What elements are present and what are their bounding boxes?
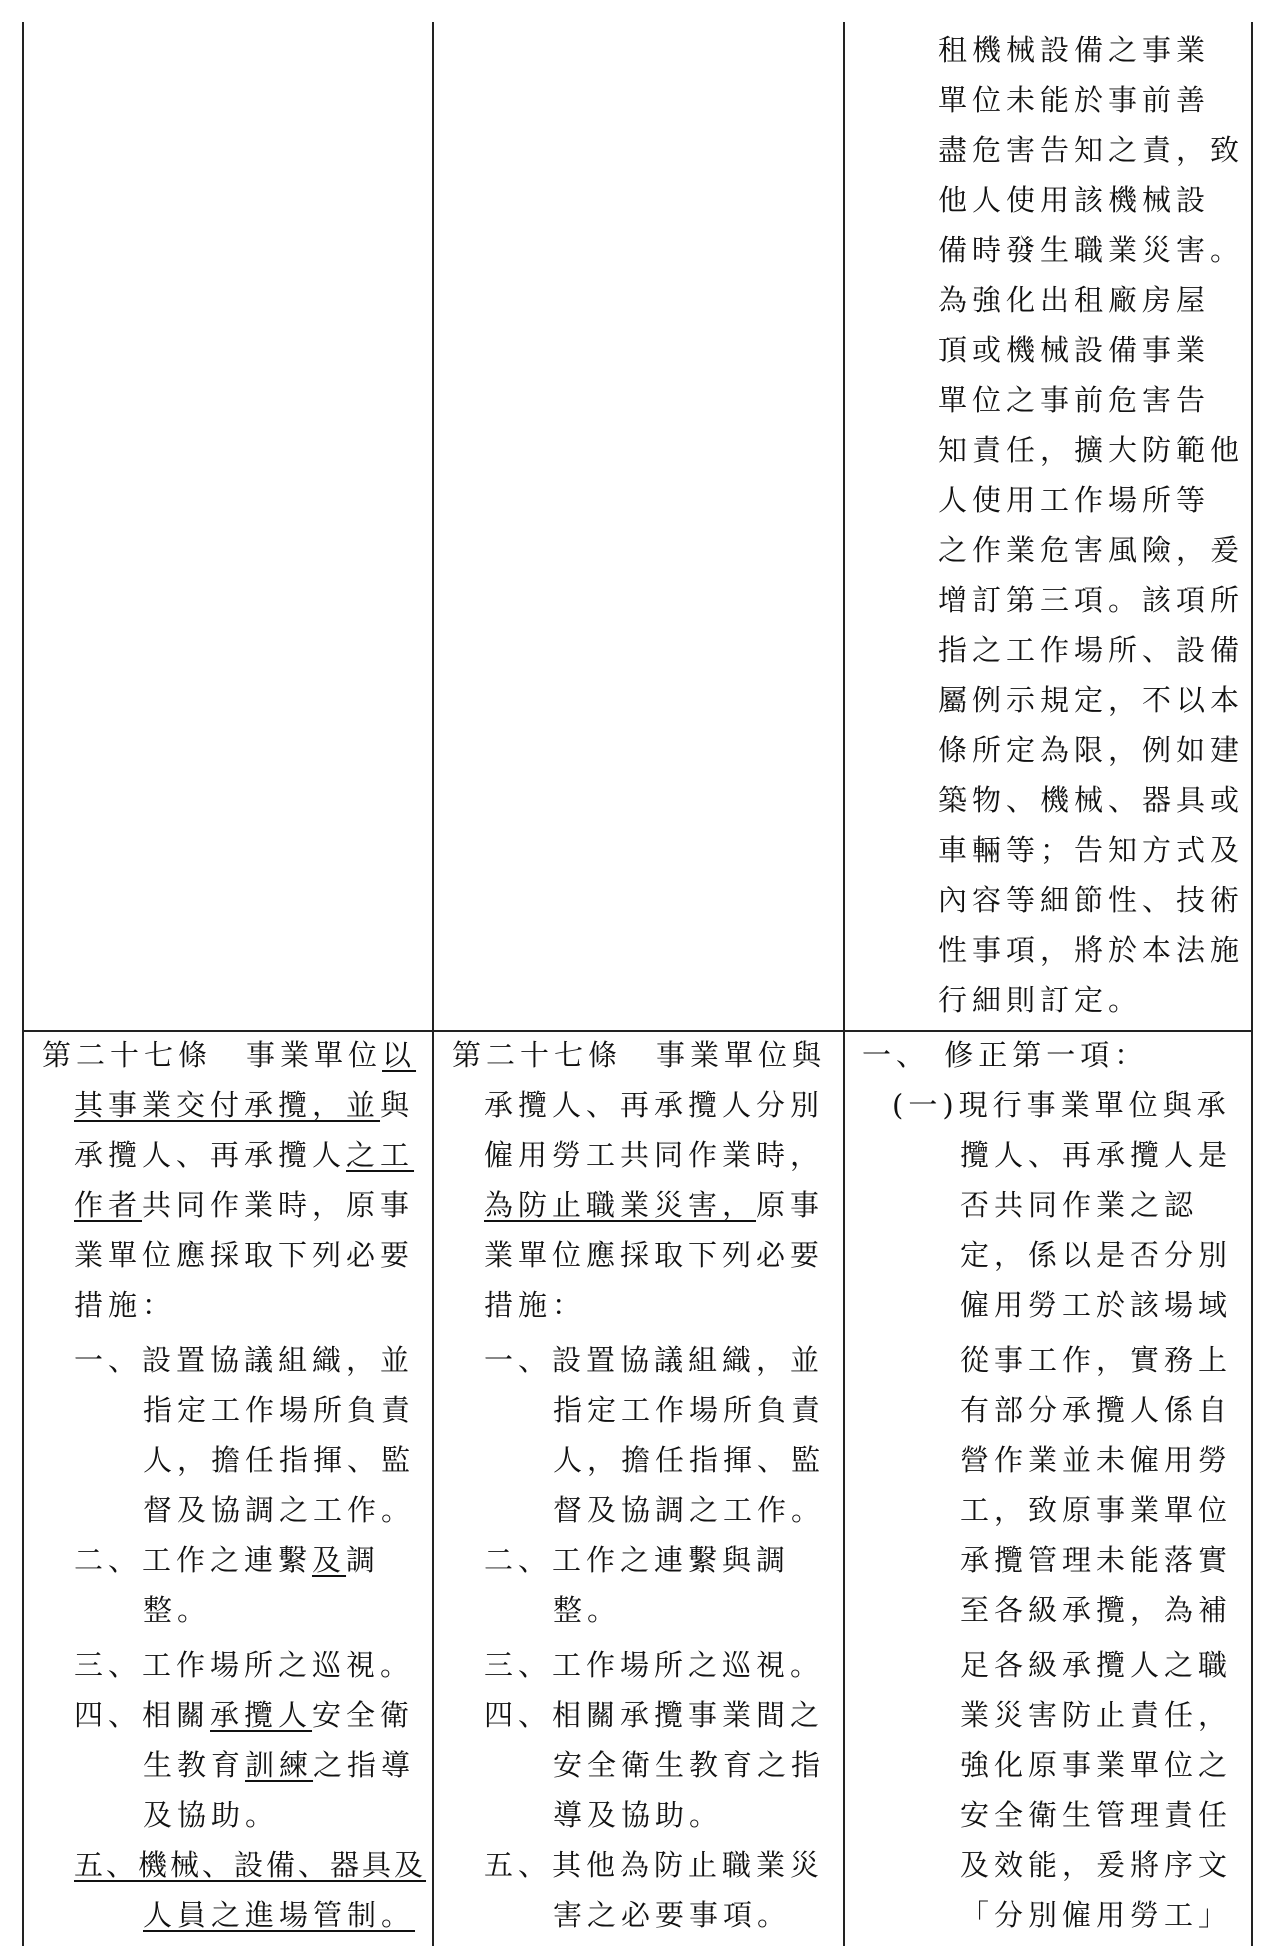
article-line: 業單位應採取下列必要: [484, 1238, 825, 1272]
article-line: 第二十七條 事業單位與: [452, 1038, 827, 1072]
text-span: 承攬人、再承攬人: [74, 1138, 347, 1172]
text-span: 二、工作之連繫: [74, 1543, 313, 1577]
text-line: 備時發生職業災害。: [938, 233, 1245, 267]
text-line: 車輛等；告知方式及: [938, 833, 1245, 867]
article-line: 措施：: [484, 1288, 587, 1322]
amendment-underline: 作者: [74, 1188, 143, 1222]
list-item: 指定工作場所負責: [143, 1393, 416, 1427]
list-item-new: 人員之進場管制。: [143, 1898, 416, 1932]
list-item: 四、相關承攬事業間之: [484, 1698, 825, 1732]
text-line: 單位之事前危害告: [938, 383, 1211, 417]
list-item: 督及協調之工作。: [553, 1493, 826, 1527]
article-line: [74, 1185, 414, 1225]
amendment-underline: 其事業交付承攬，並: [74, 1088, 381, 1122]
row-divider: [22, 1030, 1252, 1032]
table-border-right: [1251, 22, 1253, 1946]
table-border-left: [22, 22, 24, 1946]
text-line: 足各級承攬人之職: [960, 1648, 1233, 1682]
text-span: 四、相關: [74, 1698, 211, 1732]
article-line: [484, 1185, 824, 1225]
text-line: 營作業並未僱用勞: [960, 1443, 1233, 1477]
text-line: 從事工作，實務上: [960, 1343, 1233, 1377]
list-item: 整。: [143, 1593, 212, 1627]
list-item: 督及協調之工作。: [143, 1493, 416, 1527]
text-line: 條所定為限，例如建: [938, 733, 1245, 767]
text-line: 他人使用該機械設: [938, 183, 1211, 217]
text-line: 否共同作業之認: [960, 1188, 1199, 1222]
list-item: 人，擔任指揮、監: [553, 1443, 826, 1477]
text-line: 行細則訂定。: [938, 983, 1143, 1017]
list-item-new: 五、機械、設備、器具及: [74, 1848, 427, 1882]
text-line: 租機械設備之事業: [938, 33, 1211, 67]
article-line: [74, 1085, 414, 1125]
text-span: 安全衛: [312, 1698, 415, 1732]
text-line: 「分別僱用勞工」: [960, 1898, 1233, 1932]
text-line: 單位未能於事前善: [938, 83, 1211, 117]
list-item: 整。: [553, 1593, 622, 1627]
text-span: 與: [380, 1088, 415, 1122]
article-line: 承攬人、再承攬人分別: [484, 1088, 825, 1122]
text-line: 之作業危害風險，爰: [938, 533, 1245, 567]
text-line: 盡危害告知之責，致: [938, 133, 1245, 167]
list-item: 一、設置協議組織，並: [74, 1343, 415, 1377]
text-span: 生教育: [143, 1748, 246, 1782]
amendment-underline: 之工: [346, 1138, 415, 1172]
text-line: 攬人、再承攬人是: [960, 1138, 1233, 1172]
text-line: 頂或機械設備事業: [938, 333, 1211, 367]
list-item: 三、工作場所之巡視。: [74, 1648, 415, 1682]
explanation-heading: 一、 修正第一項：: [862, 1038, 1149, 1072]
list-item: 二、工作之連繫與調: [484, 1543, 791, 1577]
list-item: 一、設置協議組織，並: [484, 1343, 825, 1377]
explanation-subheading: (一)現行事業單位與承: [892, 1088, 1231, 1122]
text-line: 定，係以是否分別: [960, 1238, 1233, 1272]
text-line: 及效能，爰將序文: [960, 1848, 1233, 1882]
list-item: 及協助。: [143, 1798, 280, 1832]
text-line: 有部分承攬人係自: [960, 1393, 1233, 1427]
amendment-underline: 為防止職業災害，: [484, 1188, 757, 1222]
text-line: 屬例示規定，不以本: [938, 683, 1245, 717]
amendment-underline: 以: [382, 1038, 417, 1072]
text-line: 人使用工作場所等: [938, 483, 1211, 517]
list-item: [74, 1540, 380, 1580]
list-item: 五、其他為防止職業災: [484, 1848, 825, 1882]
list-item: [143, 1745, 415, 1785]
text-line: 至各級承攬，為補: [960, 1593, 1233, 1627]
text-span: 原事: [756, 1188, 825, 1222]
list-item: 人，擔任指揮、監: [143, 1443, 416, 1477]
article-line: 業單位應採取下列必要: [74, 1238, 415, 1272]
text-line: 僱用勞工於該場域: [960, 1288, 1233, 1322]
text-line: 性事項，將於本法施: [938, 933, 1245, 967]
list-item: 導及協助。: [553, 1798, 724, 1832]
text-line: 知責任，擴大防範他: [938, 433, 1245, 467]
amendment-underline: 承攬人: [210, 1698, 313, 1732]
text-line: 為強化出租廠房屋: [938, 283, 1211, 317]
list-item: 三、工作場所之巡視。: [484, 1648, 825, 1682]
article-line: 措施：: [74, 1288, 177, 1322]
list-item: [74, 1695, 414, 1735]
text-line: 築物、機械、器具或: [938, 783, 1245, 817]
article-line: 僱用勞工共同作業時，: [484, 1138, 825, 1172]
list-item: 害之必要事項。: [553, 1898, 792, 1932]
text-span: 第二十七條 事業單位: [42, 1038, 383, 1072]
amendment-underline: 及: [312, 1543, 347, 1577]
text-line: 業災害防止責任，: [960, 1698, 1233, 1732]
text-line: 增訂第三項。該項所: [938, 583, 1245, 617]
column-divider-2: [843, 22, 845, 1946]
text-line: 工，致原事業單位: [960, 1493, 1233, 1527]
text-line: 承攬管理未能落實: [960, 1543, 1233, 1577]
text-line: 指之工作場所、設備: [938, 633, 1245, 667]
list-item: 安全衛生教育之指: [553, 1748, 826, 1782]
list-item: 指定工作場所負責: [553, 1393, 826, 1427]
column-divider-1: [432, 22, 434, 1946]
amendment-underline: 訓練: [245, 1748, 314, 1782]
text-line: 安全衛生管理責任: [960, 1798, 1233, 1832]
text-span: 之指導: [313, 1748, 416, 1782]
text-line: 強化原事業單位之: [960, 1748, 1233, 1782]
text-span: 共同作業時，原事: [142, 1188, 415, 1222]
article-line: [42, 1035, 416, 1075]
text-span: 調: [346, 1543, 381, 1577]
text-line: 內容等細節性、技術: [938, 883, 1245, 917]
article-line: [74, 1135, 414, 1175]
